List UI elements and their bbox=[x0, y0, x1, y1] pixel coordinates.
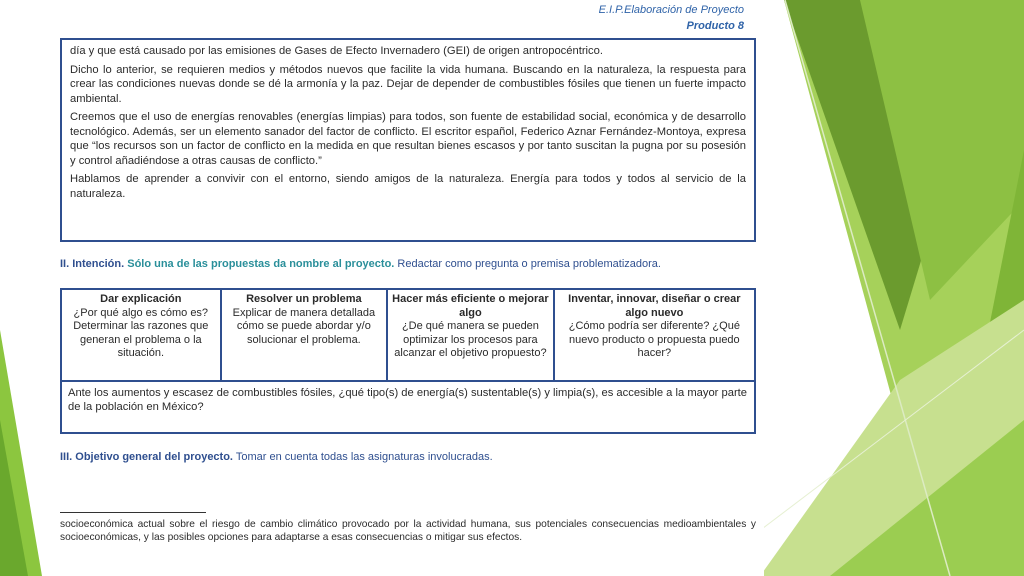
cell-title: Resolver un problema bbox=[246, 293, 362, 305]
section-intention bbox=[60, 258, 661, 270]
header-product: Producto 8 bbox=[686, 20, 744, 32]
footnote-divider bbox=[60, 512, 206, 513]
document-page bbox=[48, 0, 764, 576]
cell-body: Explicar de manera detallada cómo se puede abordar y/o solucionar el problema. bbox=[232, 306, 376, 346]
header-title: E.I.P.Elaboración de Proyecto bbox=[598, 4, 744, 16]
justification-box bbox=[60, 38, 756, 242]
table-cell bbox=[387, 289, 554, 381]
cell-title: Inventar, innovar, diseñar o crear algo nuevo bbox=[568, 293, 741, 319]
section-objective bbox=[60, 451, 493, 463]
section-highlight: Sólo una de las propuestas da nombre al proyecto. bbox=[127, 258, 395, 270]
cell-body: ¿De qué manera se pueden optimizar los procesos para alcanzar el objetivo propuesto? bbox=[394, 320, 547, 359]
table-cell bbox=[554, 289, 755, 381]
project-question: Ante los aumentos y escasez de combustibles fósiles, ¿qué tipo(s) de energía(s) sustentable(s) y limpia(s), es accesible a la mayor parte de la población en México? bbox=[61, 381, 755, 433]
paragraph: Hablamos de aprender a convivir con el entorno, siendo amigos de la naturaleza. Energía para todos y todos al servicio de la naturaleza. bbox=[70, 173, 746, 200]
section-text: Redactar como pregunta o premisa problematizadora. bbox=[397, 258, 661, 270]
table-cell bbox=[221, 289, 388, 381]
cell-title: Dar explicación bbox=[100, 293, 182, 305]
cell-body: ¿Por qué algo es cómo es? Determinar las razones que generan el problema o la situación. bbox=[73, 306, 209, 359]
table-cell bbox=[61, 289, 221, 381]
paragraph: Dicho lo anterior, se requieren medios y métodos nuevos que facilite la vida humana. Buscando en la naturaleza, la respuesta para crear las condiciones nuevas donde se dé la armonía y la paz. Dejar de depender de combustibles fósiles que tienen un fuerte impacto ambiental. bbox=[70, 63, 746, 105]
section-text: Tomar en cuenta todas las asignaturas involucradas. bbox=[235, 451, 493, 463]
footnote: socioeconómica actual sobre el riesgo de cambio climático provocado por la actividad humana, sus potenciales consecuencias medioambientales y socioeconómicas, y las posibles opciones para adaptarse a esas consecuencias o mitigar sus efectos. bbox=[60, 519, 756, 543]
intention-table bbox=[60, 288, 756, 434]
paragraph: día y que está causado por las emisiones de Gases de Efecto Invernadero (GEI) de origen antropocéntrico. bbox=[70, 45, 603, 57]
section-heading: II. Intención. bbox=[60, 258, 125, 270]
cell-body: ¿Cómo podría ser diferente? ¿Qué nuevo producto o propuesta puedo hacer? bbox=[568, 320, 740, 359]
section-heading: III. Objetivo general del proyecto. bbox=[60, 451, 233, 463]
cell-title: Hacer más eficiente o mejorar algo bbox=[392, 293, 549, 319]
paragraph: Creemos que el uso de energías renovables (energías limpias) para todos, son fuente de estabilidad social, económica y de desarrollo tecnológico. Además, ser un elemento sanador del factor de conflicto. El escritor español, Federico Aznar Fernández-Montoya, expresa que “los recursos son un factor de conflicto en la medida en que resultan bienes escasos y por tanto suscitan la pugna por su posesión y control añadiéndose a otras causas de conflicto.” bbox=[70, 111, 746, 167]
